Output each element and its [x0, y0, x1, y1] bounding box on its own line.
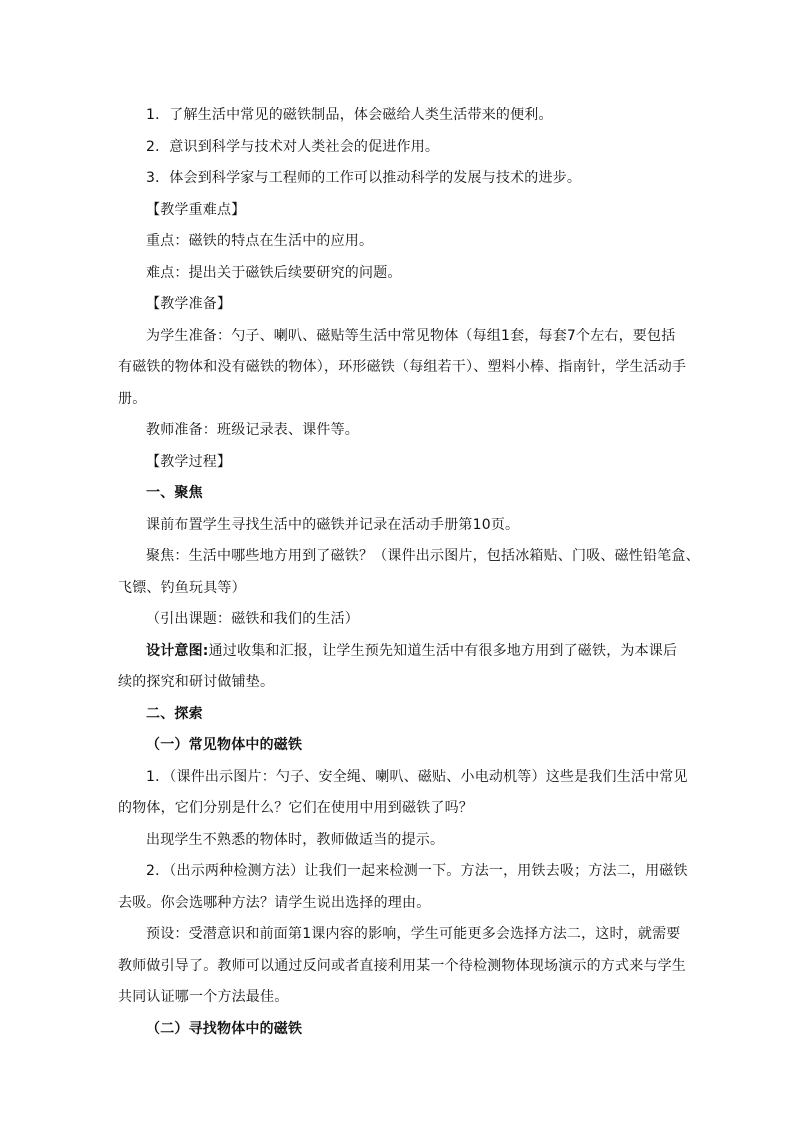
- section-heading-key-points: 【教学重难点】: [146, 201, 246, 218]
- explore-step-2-line-2: 去吸。你会选哪种方法？请学生说出选择的理由。: [118, 894, 431, 911]
- section-heading-preparation: 【教学准备】: [146, 296, 232, 312]
- design-intent-line-2: 续的探究和研讨做铺垫。: [118, 674, 275, 690]
- student-prep-line-1: 为学生准备：勺子、喇叭、磁贴等生活中常见物体（每组1套，每套7个左右，要包括: [146, 327, 676, 344]
- difficulty-text: 难点：提出关于磁铁后续要研究的问题。: [146, 264, 402, 281]
- preset-line-3: 共同认证哪一个方法最佳。: [118, 989, 289, 1005]
- topic-intro: （引出课题：磁铁和我们的生活）: [146, 611, 359, 627]
- explore-step-1-line-1: 1．（课件出示图片：勺子、安全绳、喇叭、磁贴、小电动机等）这些是我们生活中常见: [146, 768, 688, 785]
- objective-2: 2．意识到科学与技术对人类社会的促进作用。: [146, 138, 440, 155]
- student-prep-line-2: 有磁铁的物体和没有磁铁的物体），环形磁铁（每组若干）、塑料小棒、指南针，学生活动手: [118, 359, 687, 375]
- section-heading-process: 【教学过程】: [146, 453, 232, 470]
- focus-question-line-1: 聚焦：生活中哪些地方用到了磁铁？（课件出示图片，包括冰箱贴、门吸、磁性铅笔盒、: [146, 548, 700, 564]
- document-body: [118, 100, 700, 1045]
- design-intent-line-1: [118, 636, 680, 668]
- objective-3: 3．体会到科学家与工程师的工作可以推动科学的发展与技术的进步。: [146, 170, 582, 186]
- explore-step-2-line-1: 2．（出示两种检测方法）让我们一起来检测一下。方法一，用铁去吸；方法二，用磁铁: [146, 863, 688, 879]
- subheading-common-objects: （一）常见物体中的磁铁: [146, 737, 303, 753]
- focus-pre-class: 课前布置学生寻找生活中的磁铁并记录在活动手册第10页。: [146, 516, 520, 533]
- heading-explore: 二、探索: [146, 705, 203, 722]
- heading-focus: 一、聚焦: [146, 485, 203, 501]
- subheading-find-magnets: （二）寻找物体中的磁铁: [146, 1020, 303, 1037]
- design-intent-text: 通过收集和汇报，让学生预先知道生活中有很多地方用到了磁铁，为本课后: [208, 642, 678, 659]
- key-point-text: 重点：磁铁的特点在生活中的应用。: [146, 233, 374, 249]
- teacher-prep: 教师准备：班级记录表、课件等。: [146, 422, 359, 438]
- student-prep-line-3: 册。: [118, 390, 147, 407]
- focus-question-line-2: 飞镖、钓鱼玩具等）: [118, 579, 246, 596]
- objective-1: 1．了解生活中常见的磁铁制品，体会磁给人类生活带来的便利。: [146, 107, 553, 123]
- teacher-hint: 出现学生不熟悉的物体时，教师做适当的提示。: [146, 831, 445, 848]
- design-intent-label: 设计意图:: [146, 642, 209, 659]
- explore-step-1-line-2: 的物体，它们分别是什么？它们在使用中用到磁铁了吗？: [118, 800, 473, 816]
- preset-line-1: 预设：受潜意识和前面第1课内容的影响，学生可能更多会选择方法二，这时，就需要: [146, 926, 681, 942]
- preset-line-2: 教师做引导了。教师可以通过反问或者直接利用某一个待检测物体现场演示的方式来与学生: [118, 957, 686, 974]
